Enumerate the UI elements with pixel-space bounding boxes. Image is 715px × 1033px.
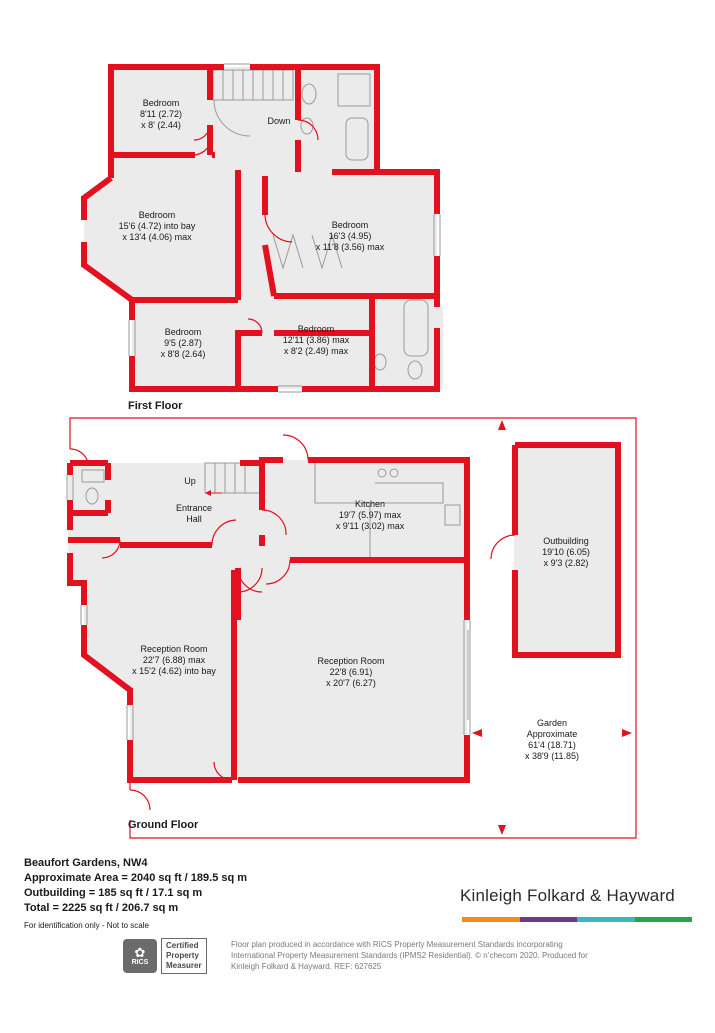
first-floor-title: First Floor	[128, 400, 183, 412]
brand-bar-orange	[462, 917, 520, 922]
stairs-up-label: Up	[184, 476, 196, 486]
scale-note: For identification only - Not to scale	[24, 921, 149, 930]
brand-bar-cyan	[577, 917, 635, 922]
property-info	[24, 856, 247, 933]
bedroom-3-label: Bedroom 16'3 (4.95) x 11'8 (3.56) max	[315, 220, 385, 252]
total-area: Total = 2225 sq ft / 206.7 sq m	[24, 902, 179, 914]
bedroom-4-label: Bedroom 9'5 (2.87) x 8'8 (2.64)	[160, 327, 206, 359]
bedroom-1-label: Bedroom 8'11 (2.72) x 8' (2.44)	[139, 98, 183, 130]
ground-floor-title: Ground Floor	[128, 819, 199, 831]
bedroom-2-label: Bedroom 15'6 (4.72) into bay x 13'4 (4.06) max	[118, 210, 196, 242]
outbuilding-label: Outbuilding 19'10 (6.05) x 9'3 (2.82)	[542, 536, 590, 568]
rics-certification	[123, 938, 207, 974]
kitchen-label: Kitchen 19'7 (5.97) max x 9'11 (3.02) max	[335, 499, 405, 531]
entrance-hall-label: Entrance Hall	[175, 503, 213, 524]
bedroom-5-label: Bedroom 12'11 (3.86) max x 8'2 (2.49) max	[282, 324, 350, 356]
disclaimer-text: Floor plan produced in accordance with RICS Property Measurement Standards incorporating International Property Measurement Standards (IPMS2 Residential). © n’checom 2020. Produced for Kinleigh Folkard & Hayward. REF: 627625	[231, 940, 588, 971]
certified-measurer-badge	[161, 938, 207, 974]
measurer-text: Measurer	[166, 961, 202, 970]
approximate-area: Approximate Area = 2040 sq ft / 189.5 sq m	[24, 872, 248, 884]
ground-floor-plan	[67, 418, 636, 838]
rics-badge-text: RICS	[131, 959, 149, 966]
first-floor-plan	[84, 64, 443, 412]
brand-bar-green	[635, 917, 693, 922]
certified-text: Certified	[166, 941, 199, 950]
rics-logo-icon: ✿ RICS	[123, 939, 157, 973]
stairs-down-label: Down	[267, 116, 291, 126]
brand-bar-purple	[520, 917, 578, 922]
property-text: Property	[166, 951, 199, 960]
garden-label: Garden Approximate 61'4 (18.71) x 38'9 (11.85)	[524, 718, 580, 761]
reception-room-2-label: Reception Room 22'8 (6.91) x 20'7 (6.27)	[317, 656, 385, 688]
address: Beaufort Gardens, NW4	[24, 857, 148, 869]
agency-color-bar	[462, 917, 692, 922]
outbuilding-area: Outbuilding = 185 sq ft / 17.1 sq m	[24, 887, 203, 899]
reception-room-1-label: Reception Room 22'7 (6.88) max x 15'2 (4.62) into bay	[132, 644, 216, 676]
agency-logo-text: Kinleigh Folkard & Hayward	[460, 886, 675, 905]
